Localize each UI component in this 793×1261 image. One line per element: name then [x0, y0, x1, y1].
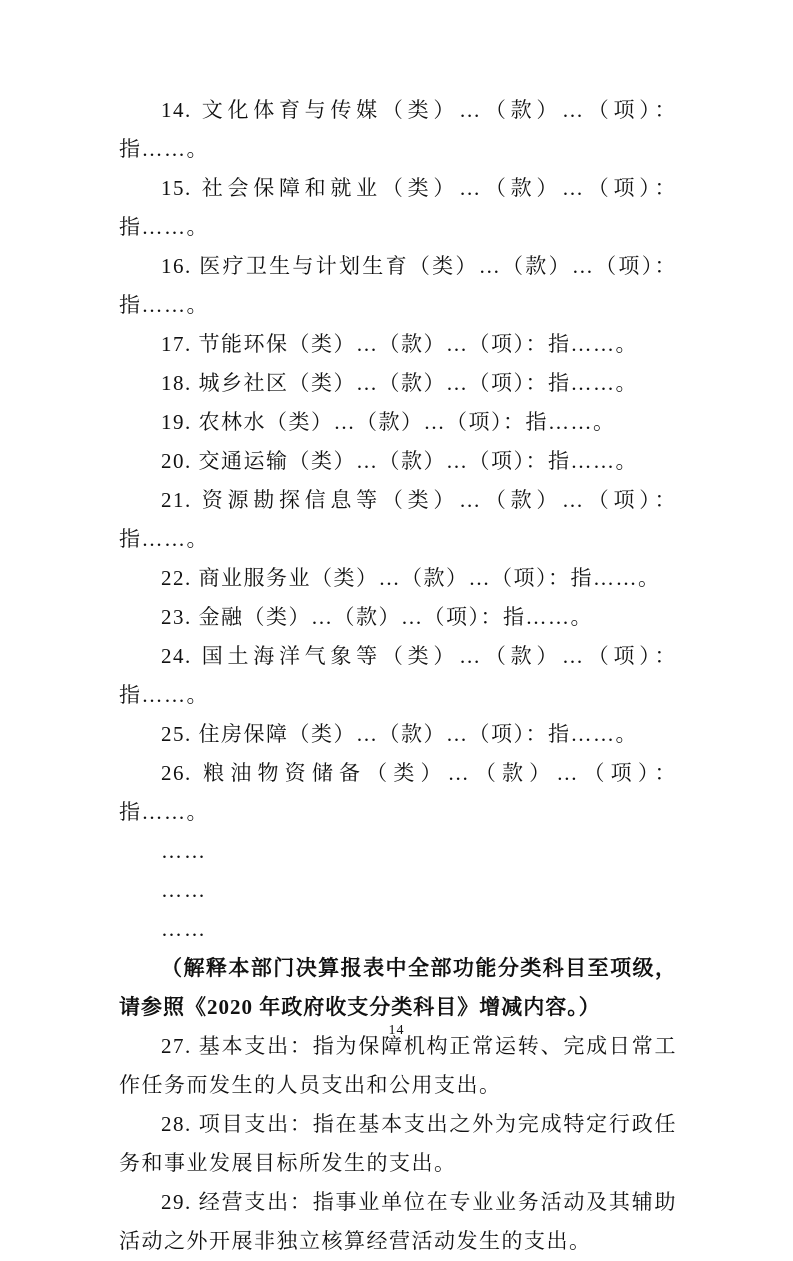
- paragraph-item-14: 14. 文化体育与传媒（类）…（款）…（项）：指……。: [119, 98, 677, 161]
- paragraph-ellipsis-2: ……: [161, 878, 207, 902]
- paragraph-ellipsis-3: ……: [161, 917, 207, 941]
- paragraph-item-19: 19. 农林水（类）…（款）…（项）：指……。: [161, 410, 616, 434]
- paragraph-item-26: 26. 粮油物资储备（类）…（款）…（项）：指……。: [119, 761, 677, 824]
- paragraph-item-21: 21. 资源勘探信息等（类）…（款）…（项）：指……。: [119, 488, 677, 551]
- paragraph-item-27: 27. 基本支出：指为保障机构正常运转、完成日常工作任务而发生的人员支出和公用支出。: [119, 1034, 677, 1097]
- paragraph-item-29: 29. 经营支出：指事业单位在专业业务活动及其辅助活动之外开展非独立核算经营活动发生的支出。: [119, 1190, 677, 1253]
- paragraph-item-28: 28. 项目支出：指在基本支出之外为完成特定行政任务和事业发展目标所发生的支出。: [119, 1112, 677, 1175]
- paragraph-item-25: 25. 住房保障（类）…（款）…（项）：指……。: [161, 722, 638, 746]
- paragraph-note-bold: （解释本部门决算报表中全部功能分类科目至项级，请参照《2020 年政府收支分类科目》增减内容。）: [119, 956, 677, 1019]
- document-body: [119, 91, 677, 1261]
- paragraph-ellipsis-1: ……: [161, 839, 207, 863]
- paragraph-item-18: 18. 城乡社区（类）…（款）…（项）：指……。: [161, 371, 638, 395]
- paragraph-item-20: 20. 交通运输（类）…（款）…（项）：指……。: [161, 449, 638, 473]
- paragraph-item-22: 22. 商业服务业（类）…（款）…（项）：指……。: [161, 566, 661, 590]
- page-number: 14: [388, 1023, 405, 1038]
- paragraph-item-24: 24. 国土海洋气象等（类）…（款）…（项）：指……。: [119, 644, 677, 707]
- paragraph-item-16: 16. 医疗卫生与计划生育（类）…（款）…（项）：指……。: [119, 254, 677, 317]
- paragraph-item-23: 23. 金融（类）…（款）…（项）：指……。: [161, 605, 593, 629]
- paragraph-item-15: 15. 社会保障和就业（类）…（款）…（项）：指……。: [119, 176, 677, 239]
- paragraph-item-17: 17. 节能环保（类）…（款）…（项）：指……。: [161, 332, 638, 356]
